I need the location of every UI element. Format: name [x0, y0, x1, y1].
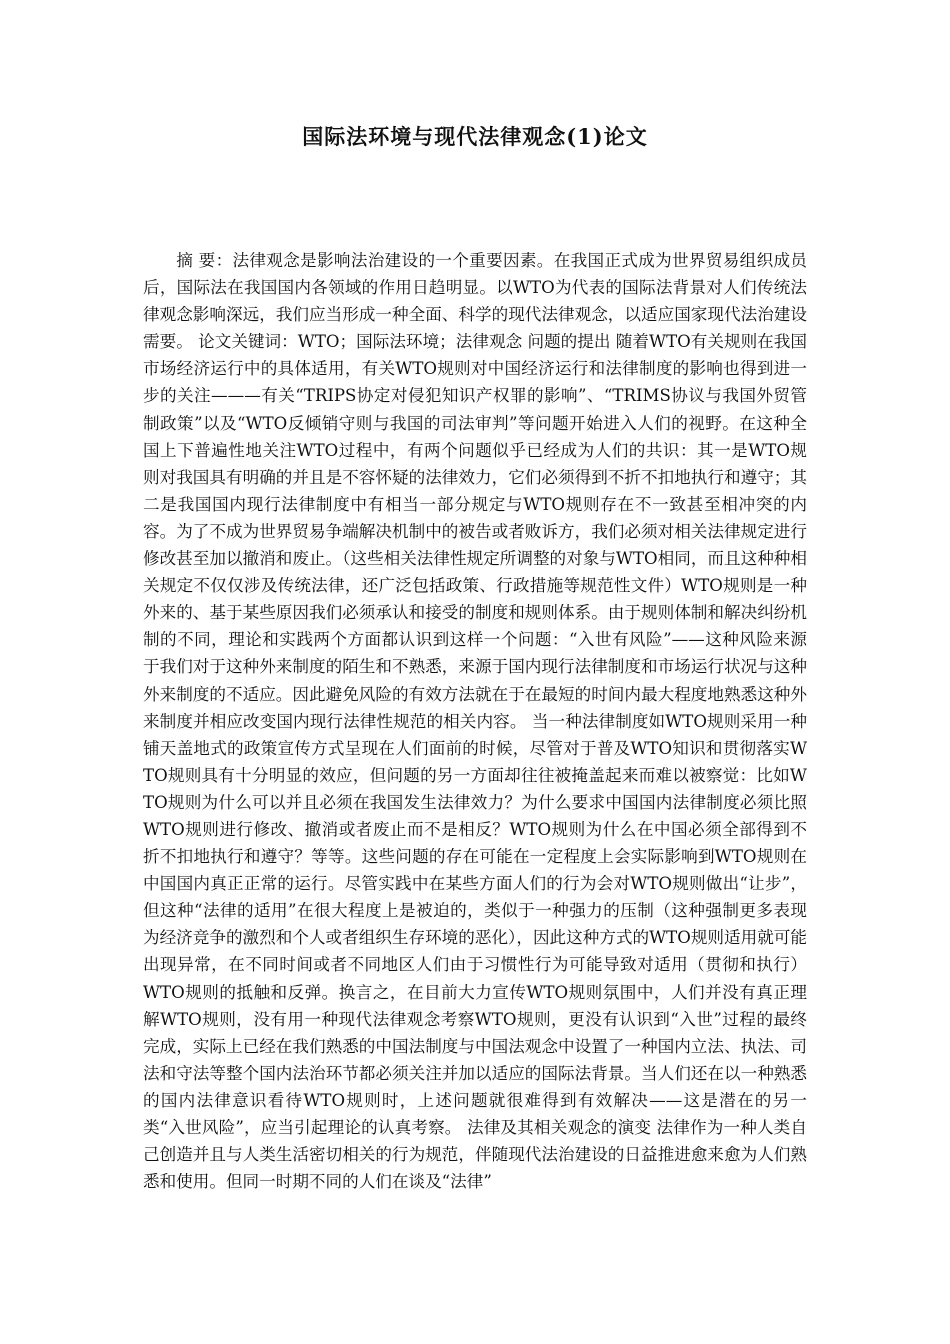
document-title: 国际法环境与现代法律观念(1)论文 [302, 124, 648, 149]
document-body-paragraph: 摘 要：法律观念是影响法治建设的一个重要因素。在我国正式成为世界贸易组织成员后，国际法在我国国内各领域的作用日趋明显。以WTO为代表的国际法背景对人们传统法律观念影响深远，我们应当形成一种全面、科学的现代法律观念，以适应国家现代法治建设需要。 论文关键词：WTO；国际法环境；法律观念 问题的提出 随着WTO有关规则在我国市场经济运行中的具体适用，有关WTO规则对中国经济运行和法律制度的影响也得到进一步的关注———有关“TRIPS协定对侵犯知识产权罪的影响”、“TRIMS协议与我国外贸管制政策”以及“WTO反倾销守则与我国的司法审判”等问题开始进入人们的视野。在这种全国上下普遍性地关注WTO过程中，有两个问题似乎已经成为人们的共识：其一是WTO规则对我国具有明确的并且是不容怀疑的法律效力，它们必须得到不折不扣地执行和遵守；其二是我国国内现行法律制度中有相当一部分规定与WTO规则存在不一致甚至相冲突的内容。为了不成为世界贸易争端解决机制中的被告或者败诉方，我们必须对相关法律规定进行修改甚至加以撤消和废止。（这些相关法律性规定所调整的对象与WTO相同，而且这种种相关规定不仅仅涉及传统法律，还广泛包括政策、行政措施等规范性文件）WTO规则是一种外来的、基于某些原因我们必须承认和接受的制度和规则体系。由于规则体制和解决纠纷机制的不同，理论和实践两个方面都认识到这样一个问题：“入世有风险”——这种风险来源于我们对于这种外来制度的陌生和不熟悉，来源于国内现行法律制度和市场运行状况与这种外来制度的不适应。因此避免风险的有效方法就在于在最短的时间内最大程度地熟悉这种外来制度并相应改变国内现行法律性规范的相关内容。 当一种法律制度如WTO规则采用一种铺天盖地式的政策宣传方式呈现在人们面前的时候，尽管对于普及WTO知识和贯彻落实WTO规则具有十分明显的效应，但问题的另一方面却往往被掩盖起来而难以被察觉：比如WTO规则为什么可以并且必须在我国发生法律效力？为什么要求中国国内法律制度必须比照WTO规则进行修改、撤消或者废止而不是相反？WTO规则为什么在中国必须全部得到不折不扣地执行和遵守？等等。这些问题的存在可能在一定程度上会实际影响到WTO规则在中国国内真正正常的运行。尽管实践中在某些方面人们的行为会对WTO规则做出“让步”，但这种“法律的适用”在很大程度上是被迫的，类似于一种强力的压制（这种强制更多表现为经济竞争的激烈和个人或者组织生存环境的恶化），因此这种方式的WTO规则适用就可能出现异常，在不同时间或者不同地区人们由于习惯性行为可能导致对适用（贯彻和执行）WTO规则的抵触和反弹。换言之，在目前大力宣传WTO规则氛围中，人们并没有真正理解WTO规则，没有用一种现代法律观念考察WTO规则，更没有认识到“入世”过程的最终完成，实际上已经在我们熟悉的中国法制度与中国法观念中设置了一种国内立法、执法、司法和守法等整个国内法治环节都必须关注并加以适应的国际法背景。当人们还在以一种熟悉的国内法律意识看待WTO规则时，上述问题就很难得到有效解决——这是潜在的另一类“入世风险”，应当引起理论的认真考察。 法律及其相关观念的演变 法律作为一种人类自己创造并且与人类生活密切相关的行为规范，伴随现代法治建设的日益推进愈来愈为人们熟悉和使用。但同一时期不同的人们在谈及“法律” [143, 251, 807, 1192]
